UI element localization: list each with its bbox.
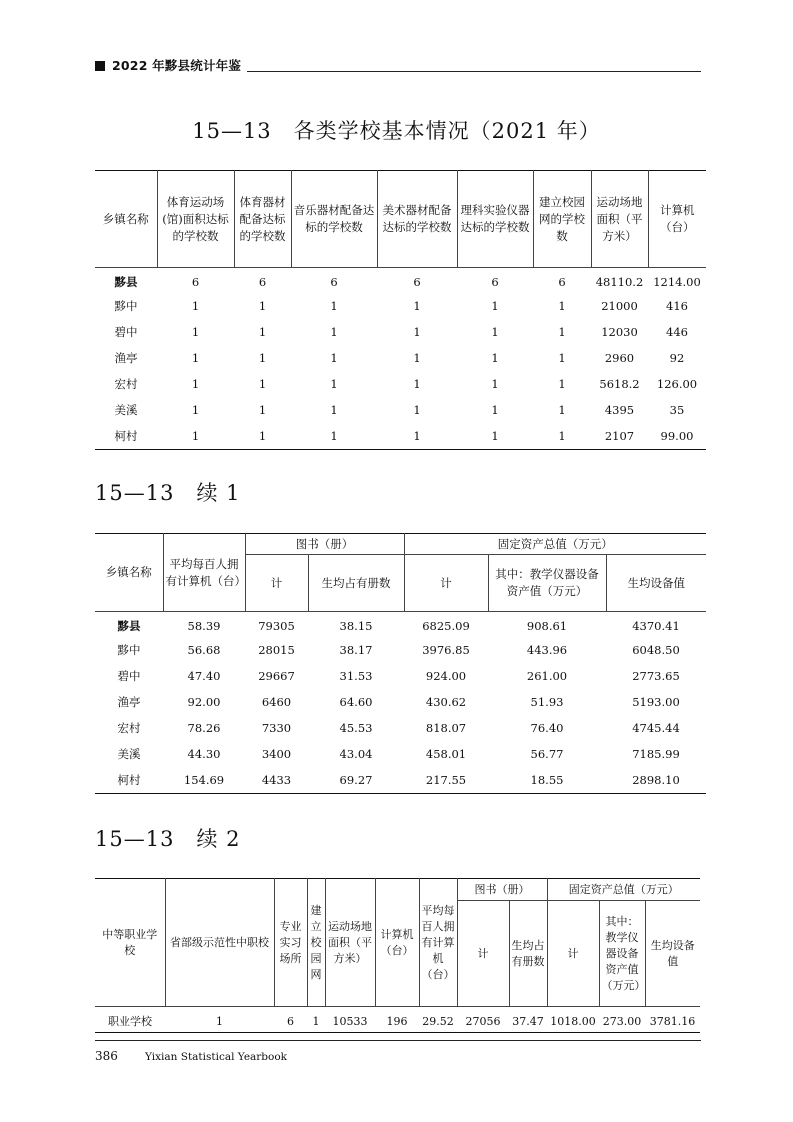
t2-header-avg: 平均每百人拥有计算机（台） xyxy=(163,534,245,612)
t1-row-label: 碧中 xyxy=(114,325,138,339)
t3-header-practice: 专业实习场所 xyxy=(274,879,307,1007)
table-row xyxy=(95,294,706,320)
t1-cell: 2960 xyxy=(604,351,635,365)
t2-cell: 2773.65 xyxy=(632,669,680,683)
t1-cell: 1214.00 xyxy=(653,275,701,290)
t2-header-town: 乡镇名称 xyxy=(95,534,163,612)
t2-row-label: 碧中 xyxy=(117,669,141,683)
t3-header-books-per: 生均占有册数 xyxy=(509,901,547,1007)
t3-cell: 273.00 xyxy=(602,1014,642,1028)
t1-cell: 6 xyxy=(191,275,200,290)
t1-body xyxy=(95,268,706,450)
table-continued-1 xyxy=(95,533,706,794)
t2-cell: 4745.44 xyxy=(632,721,680,735)
t1-header-3: 音乐器材配备达标的学校数 xyxy=(291,171,377,268)
t1-header-4: 美术器材配备达标的学校数 xyxy=(377,171,457,268)
t1-header-0: 乡镇名称 xyxy=(95,171,157,268)
t2-cell: 3976.85 xyxy=(422,643,470,657)
t2-header-books: 图书（册） xyxy=(245,534,404,555)
t1-cell: 6 xyxy=(491,275,499,290)
t1-cell: 1 xyxy=(558,403,566,417)
t2-cell: 818.07 xyxy=(425,721,467,735)
table-row xyxy=(95,716,706,742)
t1-cell: 1 xyxy=(191,403,200,417)
table-row xyxy=(95,638,706,664)
t2-cell: 261.00 xyxy=(526,669,568,683)
t2-cell: 38.17 xyxy=(339,643,373,657)
t2-header-assets-total: 计 xyxy=(404,555,488,612)
t3-cell: 37.47 xyxy=(512,1014,544,1028)
table-row xyxy=(95,664,706,690)
t3-header-books: 图书（册） xyxy=(457,879,547,901)
table-row xyxy=(95,690,706,716)
t1-row-label: 黟中 xyxy=(114,299,138,313)
t1-cell: 1 xyxy=(191,325,200,339)
t1-cell: 1 xyxy=(491,325,499,339)
t3-header-avg: 平均每百人拥有计算机（台） xyxy=(419,879,457,1007)
t1-cell: 1 xyxy=(491,299,499,313)
t1-cell: 1 xyxy=(413,428,421,443)
t3-row-label: 职业学校 xyxy=(108,1014,152,1028)
t2-cell: 28015 xyxy=(258,643,295,657)
t1-row-label: 黟县 xyxy=(114,275,138,290)
t1-cell: 1 xyxy=(413,377,421,391)
t1-cell: 446 xyxy=(666,325,688,339)
t2-cell: 3400 xyxy=(261,747,292,761)
t3-header-computers: 计算机（台） xyxy=(375,879,419,1007)
t2-row-label: 渔亭 xyxy=(117,695,141,709)
table-row xyxy=(95,1007,700,1033)
t2-header-books-per: 生均占有册数 xyxy=(308,555,404,612)
running-header xyxy=(95,58,701,74)
t2-row-label: 黟中 xyxy=(117,643,141,657)
t3-body xyxy=(95,1007,700,1033)
t2-cell: 43.04 xyxy=(339,747,373,761)
t1-cell: 1 xyxy=(191,428,200,443)
t2-cell: 79305 xyxy=(258,619,295,634)
t1-header-2: 体育器材配备达标的学校数 xyxy=(234,171,291,268)
t2-cell: 69.27 xyxy=(339,772,373,787)
t1-cell: 1 xyxy=(558,377,566,391)
table-row xyxy=(95,372,706,398)
t2-cell: 29667 xyxy=(258,669,295,683)
t1-cell: 6 xyxy=(558,275,566,290)
t1-cell: 126.00 xyxy=(656,377,698,391)
t1-cell: 416 xyxy=(666,299,688,313)
t3-cell: 10533 xyxy=(332,1014,368,1028)
t2-cell: 64.60 xyxy=(339,695,373,709)
t2-cell: 47.40 xyxy=(187,669,221,683)
t3-cell: 1 xyxy=(216,1014,223,1028)
t2-cell: 56.68 xyxy=(187,643,221,657)
t2-cell: 2898.10 xyxy=(632,772,680,787)
t1-cell: 1 xyxy=(558,351,566,365)
t1-cell: 1 xyxy=(258,377,267,391)
t2-cell: 5193.00 xyxy=(632,695,680,709)
table-row xyxy=(95,742,706,768)
t3-header-assets-per: 生均设备值 xyxy=(645,901,700,1007)
t1-cell: 4395 xyxy=(604,403,635,417)
t1-cell: 1 xyxy=(330,351,338,365)
t2-cell: 154.69 xyxy=(183,772,225,787)
t1-cell: 1 xyxy=(191,299,200,313)
t3-cell: 1018.00 xyxy=(550,1014,596,1028)
t1-row-label: 美溪 xyxy=(114,403,138,417)
t2-cell: 7330 xyxy=(261,721,292,735)
t3-header-assets-instr: 其中：教学仪器设备资产值（万元） xyxy=(599,901,645,1007)
t3-cell: 1 xyxy=(312,1014,320,1028)
t2-row-label: 黟县 xyxy=(117,619,141,634)
t1-cell: 6 xyxy=(258,275,267,290)
t3-header-books-total: 计 xyxy=(457,901,509,1007)
t1-cell: 12030 xyxy=(601,325,638,339)
table-row xyxy=(95,398,706,424)
table-row xyxy=(95,612,706,638)
table-row xyxy=(95,346,706,372)
t1-cell: 1 xyxy=(258,403,267,417)
t2-cell: 4370.41 xyxy=(632,619,680,634)
table-row xyxy=(95,268,706,294)
t1-cell: 48110.2 xyxy=(595,275,644,290)
t1-cell: 6 xyxy=(330,275,338,290)
t2-cell: 76.40 xyxy=(530,721,564,735)
t1-header-7: 运动场地面积（平方米） xyxy=(591,171,648,268)
t1-cell: 1 xyxy=(413,325,421,339)
t3-cell: 196 xyxy=(386,1014,408,1028)
header-rule xyxy=(247,71,701,72)
t2-cell: 38.15 xyxy=(339,619,373,634)
t1-cell: 1 xyxy=(330,325,338,339)
table-row xyxy=(95,424,706,450)
t3-cell: 27056 xyxy=(465,1014,501,1028)
t2-cell: 458.01 xyxy=(425,747,467,761)
t2-cell: 78.26 xyxy=(187,721,221,735)
t1-cell: 1 xyxy=(558,428,566,443)
t3-header-school: 中等职业学校 xyxy=(95,879,165,1007)
t1-cell: 1 xyxy=(491,403,499,417)
t2-cell: 51.93 xyxy=(530,695,564,709)
t1-cell: 1 xyxy=(191,351,200,365)
table-row xyxy=(95,320,706,346)
table-continued-2 xyxy=(95,878,700,1033)
t1-cell: 35 xyxy=(669,403,685,417)
t2-header-assets-per: 生均设备值 xyxy=(606,555,706,612)
t1-cell: 1 xyxy=(258,299,267,313)
t1-cell: 1 xyxy=(191,377,200,391)
t1-cell: 1 xyxy=(258,428,267,443)
t1-cell: 1 xyxy=(491,351,499,365)
t2-row-label: 美溪 xyxy=(117,747,141,761)
t1-cell: 6 xyxy=(413,275,421,290)
t3-header-network: 建立校园网 xyxy=(307,879,325,1007)
t3-cell: 6 xyxy=(287,1014,294,1028)
t1-header-5: 理科实验仪器达标的学校数 xyxy=(457,171,533,268)
t1-cell: 1 xyxy=(330,403,338,417)
t3-header-assets-total: 计 xyxy=(547,901,599,1007)
footer-rule xyxy=(95,1040,701,1041)
t2-cell: 430.62 xyxy=(425,695,467,709)
t3-cell: 29.52 xyxy=(422,1014,454,1028)
t2-cell: 443.96 xyxy=(526,643,568,657)
t2-header-assets-instr: 其中：教学仪器设备资产值（万元） xyxy=(488,555,606,612)
t2-cell: 45.53 xyxy=(339,721,373,735)
t3-header-assets: 固定资产总值（万元） xyxy=(547,879,700,901)
t2-cell: 44.30 xyxy=(187,747,221,761)
table3-title: 15—13 续 2 xyxy=(95,827,241,851)
t2-cell: 908.61 xyxy=(526,619,568,634)
t1-cell: 1 xyxy=(558,325,566,339)
t1-cell: 1 xyxy=(258,351,267,365)
table2-title: 15—13 续 1 xyxy=(95,481,241,505)
t1-row-label: 宏村 xyxy=(114,377,138,391)
t2-cell: 92.00 xyxy=(187,695,221,709)
t1-cell: 1 xyxy=(330,299,338,313)
t2-cell: 4433 xyxy=(261,772,292,787)
t2-cell: 6825.09 xyxy=(422,619,470,634)
t1-cell: 1 xyxy=(558,299,566,313)
t1-cell: 1 xyxy=(413,351,421,365)
t2-cell: 31.53 xyxy=(339,669,373,683)
t1-row-label: 渔亭 xyxy=(114,351,138,365)
t2-cell: 6460 xyxy=(261,695,292,709)
t3-header-field: 运动场地面积（平方米） xyxy=(325,879,375,1007)
t2-cell: 56.77 xyxy=(530,747,564,761)
t2-cell: 18.55 xyxy=(530,772,564,787)
t2-cell: 6048.50 xyxy=(632,643,680,657)
t1-cell: 1 xyxy=(330,428,338,443)
table1-title: 15—13 各类学校基本情况（2021 年） xyxy=(192,119,601,143)
header-text: 2022 年黟县统计年鉴 xyxy=(112,58,242,73)
t2-header-assets: 固定资产总值（万元） xyxy=(404,534,706,555)
t1-cell: 99.00 xyxy=(660,428,694,443)
t1-row-label: 柯村 xyxy=(114,428,138,443)
t2-header-books-total: 计 xyxy=(245,555,308,612)
t2-body xyxy=(95,612,706,794)
t1-cell: 1 xyxy=(491,377,499,391)
t1-header-6: 建立校园网的学校数 xyxy=(533,171,591,268)
t1-cell: 5618.2 xyxy=(599,377,640,391)
t1-cell: 1 xyxy=(413,299,421,313)
t1-cell: 1 xyxy=(413,403,421,417)
t3-cell: 3781.16 xyxy=(649,1014,696,1028)
t2-cell: 58.39 xyxy=(187,619,221,634)
t1-cell: 1 xyxy=(491,428,499,443)
table-school-basics xyxy=(95,170,706,450)
table-row xyxy=(95,768,706,794)
t1-cell: 21000 xyxy=(601,299,638,313)
footer-text: Yixian Statistical Yearbook xyxy=(145,1051,288,1063)
t2-cell: 924.00 xyxy=(425,669,467,683)
t1-header-8: 计算机（台） xyxy=(648,171,706,268)
t2-row-label: 柯村 xyxy=(117,772,141,787)
t1-cell: 92 xyxy=(669,351,685,365)
t3-header-demo: 省部级示范性中职校 xyxy=(165,879,274,1007)
t1-header-1: 体育运动场(馆)面积达标的学校数 xyxy=(157,171,234,268)
t2-row-label: 宏村 xyxy=(117,721,141,735)
t2-cell: 7185.99 xyxy=(632,747,680,761)
header-square-icon xyxy=(95,61,105,71)
page-number: 386 xyxy=(95,1049,118,1063)
t1-cell: 1 xyxy=(258,325,267,339)
t1-cell: 2107 xyxy=(604,428,635,443)
t2-cell: 217.55 xyxy=(425,772,467,787)
t1-cell: 1 xyxy=(330,377,338,391)
